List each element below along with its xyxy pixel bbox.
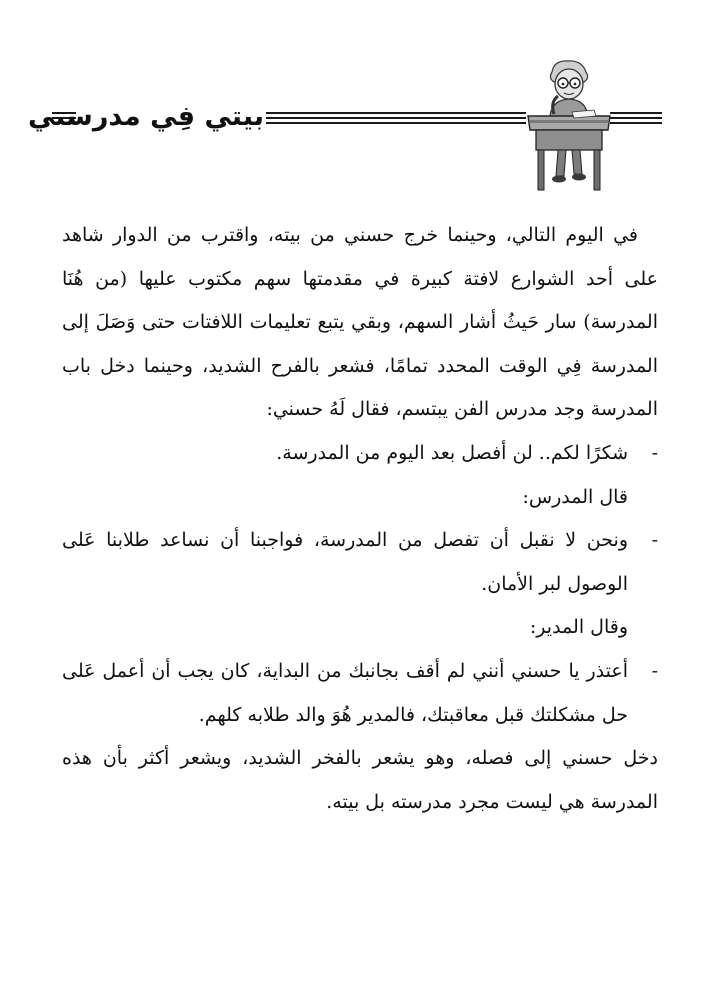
dialog-line — [62, 650, 658, 737]
dialog-text: ونحن لا نقبل أن تفصل من المدرسة، فواجبنا أن نساعد طلابنا عَلى الوصول لبر الأمان. — [62, 529, 628, 595]
dialog-line — [62, 519, 658, 606]
paragraph: في اليوم التالي، وحينما خرج حسني من بيته، واقترب من الدوار شاهد على أحد الشوارع لافتة كبيرة في مقدمتها سهم مكتوب عليها (من هُنَا المدرسة) سار حَيثُ أشار السهم، وبقي يتبع تعليمات اللافتات حتى وَصَلَ إلى المدرسة فِي الوقت المحدد تمامًا، فشعر بالفرح الشديد، وحينما دخل باب المدرسة وجد مدرس الفن يبتسم، فقال لَهُ حسني: — [62, 224, 658, 421]
story-text — [62, 214, 658, 824]
dialog-dash: - — [651, 529, 658, 552]
dialog-dash: - — [651, 659, 658, 682]
decorative-rule-right — [610, 112, 662, 125]
teacher-at-desk-illustration — [524, 58, 614, 193]
dialog-text: شكرًا لكم.. لن أفصل بعد اليوم من المدرسة. — [276, 441, 628, 464]
speaker-line: قال المدرس: — [522, 485, 628, 508]
dialog-text: أعتذر يا حسني أنني لم أقف بجانبك من البداية، كان يجب أن أعمل عَلى حل مشكلتك قبل معاقبتك، فالمدير هُوَ والد طلابه كلهم. — [62, 659, 628, 726]
dialog-dash: - — [651, 441, 658, 464]
chapter-title: بيتي فِي مدرستي — [27, 101, 264, 132]
decorative-rule-middle — [266, 112, 526, 125]
speaker-line: وقال المدير: — [529, 616, 628, 639]
dialog-line — [62, 432, 658, 476]
chapter-header — [27, 58, 662, 193]
paragraph: دخل حسني إلى فصله، وهو يشعر بالفخر الشديد، ويشعر أكثر بأن هذه المدرسة هي ليست مجرد مدرسته بل بيته. — [62, 747, 658, 813]
